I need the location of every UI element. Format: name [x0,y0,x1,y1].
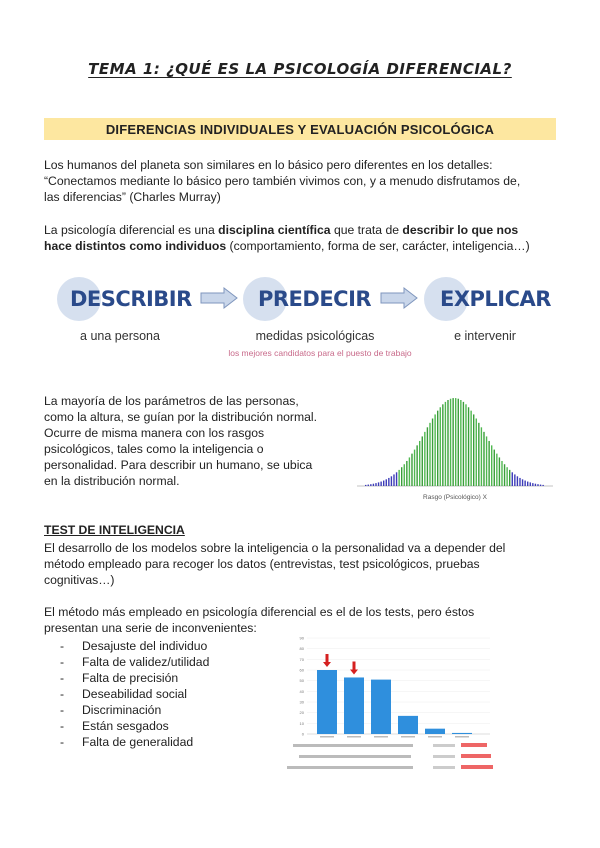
histogram-bar [447,400,448,486]
histogram-bar [488,441,489,486]
histogram-bar [478,423,479,486]
definition-text: que trata de [330,223,403,237]
histogram-bar [514,474,515,486]
histogram-bar [452,398,453,486]
histogram-bar [429,423,430,486]
test-line: método empleado para recoger los datos (entrevistas, test psicológicos, pruebas [44,557,480,571]
histogram-bar [401,467,402,486]
flow-caption-explicar: e intervenir [454,329,516,343]
histogram-bar [473,414,474,486]
list-item: - Discriminación [60,703,162,717]
chart-bar [425,729,445,734]
chart-x-tick [428,736,442,738]
normal-line: en la distribución normal. [44,474,180,488]
histogram-bar [409,457,410,486]
histogram-bar [398,470,399,486]
histogram-bar [422,436,423,486]
histogram-bar [542,485,543,486]
histogram-bar [522,479,523,486]
histogram-bar [450,399,451,486]
flow-arrow-icon [200,287,238,309]
histogram-bar [396,472,397,486]
chart-bar [344,677,364,734]
list-item: - Están sesgados [60,719,169,733]
chart-y-tick: 20 [299,710,304,716]
chart-y-tick: 60 [299,667,304,673]
normal-line: psicológicos, tales como la inteligencia o [44,442,264,456]
chart-x-tick [320,736,334,738]
chart-bar [452,733,472,734]
histogram-bar [481,427,482,486]
list-item: - Falta de generalidad [60,735,194,749]
chart-y-tick: 80 [299,646,304,652]
flow-word-describir: DESCRIBIR [70,287,192,311]
footnote-line [461,754,491,758]
footnote-line [299,755,411,758]
histogram-bar [532,483,533,486]
chart-x-tick [347,736,361,738]
list-item-text: Discriminación [82,703,162,717]
histogram-bar [519,478,520,486]
flow-word-predecir: PREDECIR [258,287,372,311]
list-item-text: Falta de precisión [82,671,179,685]
footnote-line [433,766,455,769]
normal-distribution-histogram [355,390,555,490]
intro-paragraph [44,157,564,205]
arrow-down-icon [323,654,331,667]
normal-line: como la altura, se guían por la distribución normal. [44,410,318,424]
arrow-down-icon [350,661,358,674]
test-paragraph [44,540,564,588]
histogram-bar [442,404,443,486]
histogram-bar [445,402,446,486]
test-line: cognitivas…) [44,573,115,587]
flow-caption-describir: a una persona [80,329,160,343]
histogram-bar [393,474,394,486]
histogram-bar [388,478,389,486]
histogram-bar [517,476,518,486]
flow-arrow-icon [380,287,418,309]
histogram-bar [383,481,384,486]
histogram-bar [465,404,466,486]
histogram-bar [501,461,502,486]
definition-text: La psicología diferencial es una [44,223,219,237]
histogram-bar [499,457,500,486]
chart-y-tick: 70 [299,656,304,662]
chart-y-tick: 0 [301,731,304,737]
histogram-bar [380,482,381,486]
footnote-line [287,766,413,769]
histogram-caption: Rasgo (Psicológico) X [423,494,487,501]
histogram-bar [527,482,528,486]
histogram-bar [470,411,471,486]
test-line: El desarrollo de los modelos sobre la inteligencia o la personalidad va a depender del [44,541,506,555]
histogram-bar [491,445,492,486]
chart-bar [317,670,337,734]
histogram-bar [530,482,531,486]
list-item: - Falta de precisión [60,671,179,685]
list-item-text: Deseabilidad social [82,687,188,701]
chart-x-tick [374,736,388,738]
histogram-bar [416,445,417,486]
histogram-bar [509,470,510,486]
histogram-bar [463,402,464,486]
histogram-bar [365,485,366,486]
footnote-line [461,765,493,769]
footnote-line [461,743,487,747]
histogram-bar [437,411,438,486]
footnote-line [293,744,413,747]
histogram-bar [540,485,541,486]
chart-bar [398,716,418,734]
histogram-bar [524,481,525,486]
histogram-bar [434,414,435,486]
list-item: - Deseabilidad social [60,687,188,701]
histogram-bar [460,400,461,486]
list-item: - Desajuste del individuo [60,639,208,653]
chart-x-tick [455,736,469,738]
chart-y-tick: 30 [299,699,304,705]
flow-word-explicar: EXPLICAR [440,287,551,311]
list-item-text: Falta de validez/utilidad [82,655,210,669]
histogram-bar [512,472,513,486]
histogram-bar [455,398,456,486]
definition-bold: describir lo que nos [402,223,519,237]
histogram-bar [432,419,433,486]
chart-y-tick: 40 [299,688,304,694]
list-item-text: Están sesgados [82,719,169,733]
definition-paragraph [44,222,564,254]
chart-bar [371,680,391,734]
histogram-bar [375,483,376,486]
inconvenientes-list [60,638,209,750]
chart-y-tick: 90 [299,635,304,641]
histogram-bar [427,427,428,486]
intro-line: “Conectamos mediante lo básico pero también vivimos con, y a menudo disfrutamos de, [44,174,521,188]
normal-line: personalidad. Para describir un humano, se ubica [44,458,313,472]
histogram-bar [468,407,469,486]
flow-note: los mejores candidatos para el puesto de trabajo [228,348,412,358]
bar-chart [285,632,495,740]
histogram-bar [414,450,415,486]
intro-line: las diferencias” (Charles Murray) [44,190,221,204]
flow-caption-predecir: medidas psicológicas [255,329,375,343]
normal-line: La mayoría de los parámetros de las personas, [44,394,299,408]
list-item: - Falta de validez/utilidad [60,655,210,669]
histogram-bar [537,484,538,486]
test-heading: TEST DE INTELIGENCIA [44,523,185,537]
histogram-bar [496,454,497,486]
histogram-bar [368,485,369,486]
histogram-bar [373,484,374,486]
histogram-bar [483,432,484,486]
chart-y-tick: 50 [299,678,304,684]
chart-x-tick [401,736,415,738]
histogram-bar [406,461,407,486]
histogram-bar [404,464,405,486]
histogram-bar [370,484,371,486]
histogram-bar [506,467,507,486]
list-item-text: Falta de generalidad [82,735,194,749]
histogram-bar [386,479,387,486]
section-heading: DIFERENCIAS INDIVIDUALES Y EVALUACIÓN PSICOLÓGICA [105,121,495,137]
histogram-bar [378,482,379,486]
histogram-bar [504,464,505,486]
definition-text: (comportamiento, forma de ser, carácter, inteligencia…) [226,239,530,253]
section-heading-bar [44,118,556,140]
page-title: TEMA 1: ¿QUÉ ES LA PSICOLOGÍA DIFERENCIAL? [88,60,512,78]
normal-distribution-paragraph [44,393,344,489]
method-line: El método más empleado en psicología diferencial es el de los tests, pero éstos [44,605,475,619]
histogram-bar [494,450,495,486]
definition-bold: hace distintos como individuos [44,239,227,253]
histogram-bar [486,436,487,486]
histogram-bar [458,399,459,486]
footnote-line [433,744,455,747]
histogram-bar [419,441,420,486]
method-line: presentan una serie de inconvenientes: [44,621,257,635]
histogram-bar [424,432,425,486]
histogram-bar [440,407,441,486]
intro-line: Los humanos del planeta son similares en lo básico pero diferentes en los detalles: [44,158,493,172]
chart-y-tick: 10 [299,720,304,726]
chart-footnotes [285,740,510,774]
histogram-bar [411,454,412,486]
list-item-text: Desajuste del individuo [82,639,208,653]
footnote-line [433,755,455,758]
definition-bold: disciplina científica [218,223,331,237]
histogram-bar [535,484,536,486]
histogram-bar [476,419,477,486]
normal-line: Ocurre de misma manera con los rasgos [44,426,265,440]
histogram-bar [391,476,392,486]
